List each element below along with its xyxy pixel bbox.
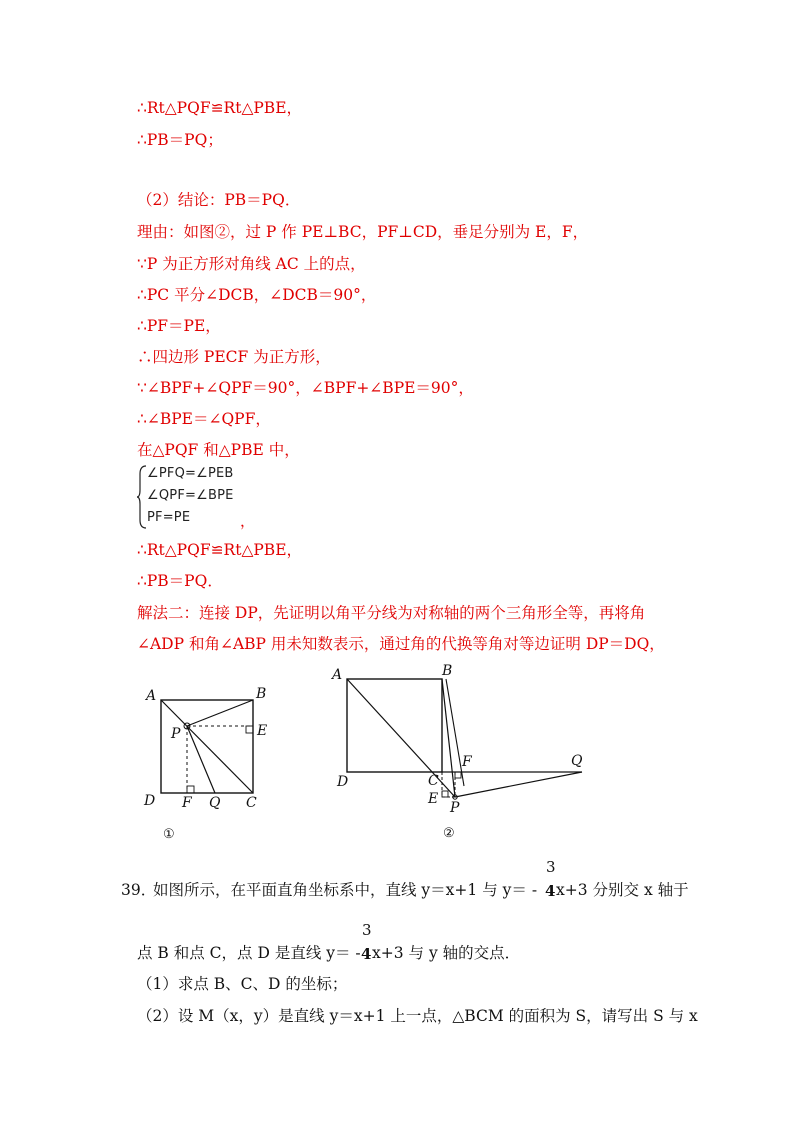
fraction-numerator: 3: [362, 921, 372, 939]
proof-line: ∴PB＝PQ；: [137, 131, 223, 149]
problem-text: x+3 分别交 x 轴于: [556, 881, 689, 899]
proof-line: ∴Rt△PQF≌Rt△PBE，: [137, 99, 303, 117]
problem-text: x+3 与 y 轴的交点．: [372, 944, 521, 962]
conclusion-line: （2）结论：PB＝PQ．: [137, 191, 301, 209]
problem-number: 39．: [121, 881, 157, 899]
figure-caption: ②: [443, 826, 455, 841]
fraction-denominator: 4: [361, 945, 372, 963]
fraction-numerator: 3: [546, 858, 556, 876]
proof-line: 在△PQF 和△PBE 中，: [137, 441, 300, 459]
equation-system: [137, 464, 337, 530]
label-p: P: [171, 726, 181, 742]
figure-caption: ①: [163, 827, 175, 842]
label-b: B: [442, 663, 453, 679]
right-angle-mark: [455, 772, 461, 778]
proof-line: ∴PC 平分∠DCB，∠DCB＝90°，: [137, 286, 377, 304]
proof-line: ∵∠BPF+∠QPF＝90°，∠BPF+∠BPE＝90°，: [137, 379, 474, 397]
system-row: ∠PFQ=∠PEB: [147, 466, 234, 481]
label-q: Q: [571, 753, 583, 769]
system-row: PF=PE: [147, 510, 191, 525]
label-f: F: [462, 754, 472, 770]
label-a: A: [146, 688, 157, 704]
label-c: C: [428, 773, 439, 789]
fraction-denominator: 4: [545, 882, 556, 900]
label-c: C: [246, 795, 257, 811]
proof-line: ∴PF＝PE，: [137, 317, 221, 335]
figure-2: [330, 662, 600, 847]
proof-line: ∵P 为正方形对角线 AC 上的点，: [137, 255, 366, 273]
segment-pq: [187, 726, 215, 793]
proof-line: ∴四边形 PECF 为正方形，: [137, 348, 331, 366]
right-angle-mark: [246, 726, 253, 733]
segment-pq: [455, 772, 582, 797]
diagonal-ac-extended: [347, 679, 455, 797]
segment-pb: [187, 700, 253, 726]
right-angle-mark: [187, 786, 194, 793]
proof-line: ∴Rt△PQF≌Rt△PBE，: [137, 541, 303, 559]
method2-line: 解法二：连接 DP，先证明以角平分线为对称轴的两个三角形全等，再将角: [137, 604, 646, 622]
label-f: F: [182, 795, 192, 811]
square-abcd: [347, 679, 442, 772]
label-a: A: [332, 667, 343, 683]
question-2: （2）设 M（x，y）是直线 y＝x+1 上一点，△BCM 的面积为 S，请写出 S 与 x: [137, 1007, 698, 1025]
system-comma: ，: [240, 512, 256, 530]
question-1: （1）求点 B、C、D 的坐标；: [137, 975, 348, 993]
reason-line: 理由：如图②，过 P 作 PE⊥BC，PF⊥CD，垂足分别为 E，F，: [137, 223, 589, 241]
label-d: D: [337, 774, 349, 790]
label-e: E: [428, 791, 439, 807]
proof-line: ∴PB＝PQ．: [137, 572, 223, 590]
problem-text: 点 B 和点 C，点 D 是直线 y＝ -: [137, 944, 361, 962]
label-d: D: [144, 793, 156, 809]
label-b: B: [256, 686, 267, 702]
proof-line: ∴∠BPE＝∠QPF，: [137, 410, 271, 428]
figure-1: [140, 680, 280, 845]
label-q: Q: [209, 795, 221, 811]
problem-text: 如图所示，在平面直角坐标系中，直线 y＝x+1 与 y＝ -: [153, 881, 538, 899]
right-angle-mark: [442, 791, 448, 797]
label-e: E: [257, 723, 268, 739]
diagonal-ac: [161, 700, 253, 793]
method2-line: ∠ADP 和角∠ABP 用未知数表示，通过角的代换等角对等边证明 DP＝DQ，: [137, 635, 665, 653]
system-row: ∠QPF=∠BPE: [147, 488, 234, 503]
label-p: P: [450, 800, 460, 816]
